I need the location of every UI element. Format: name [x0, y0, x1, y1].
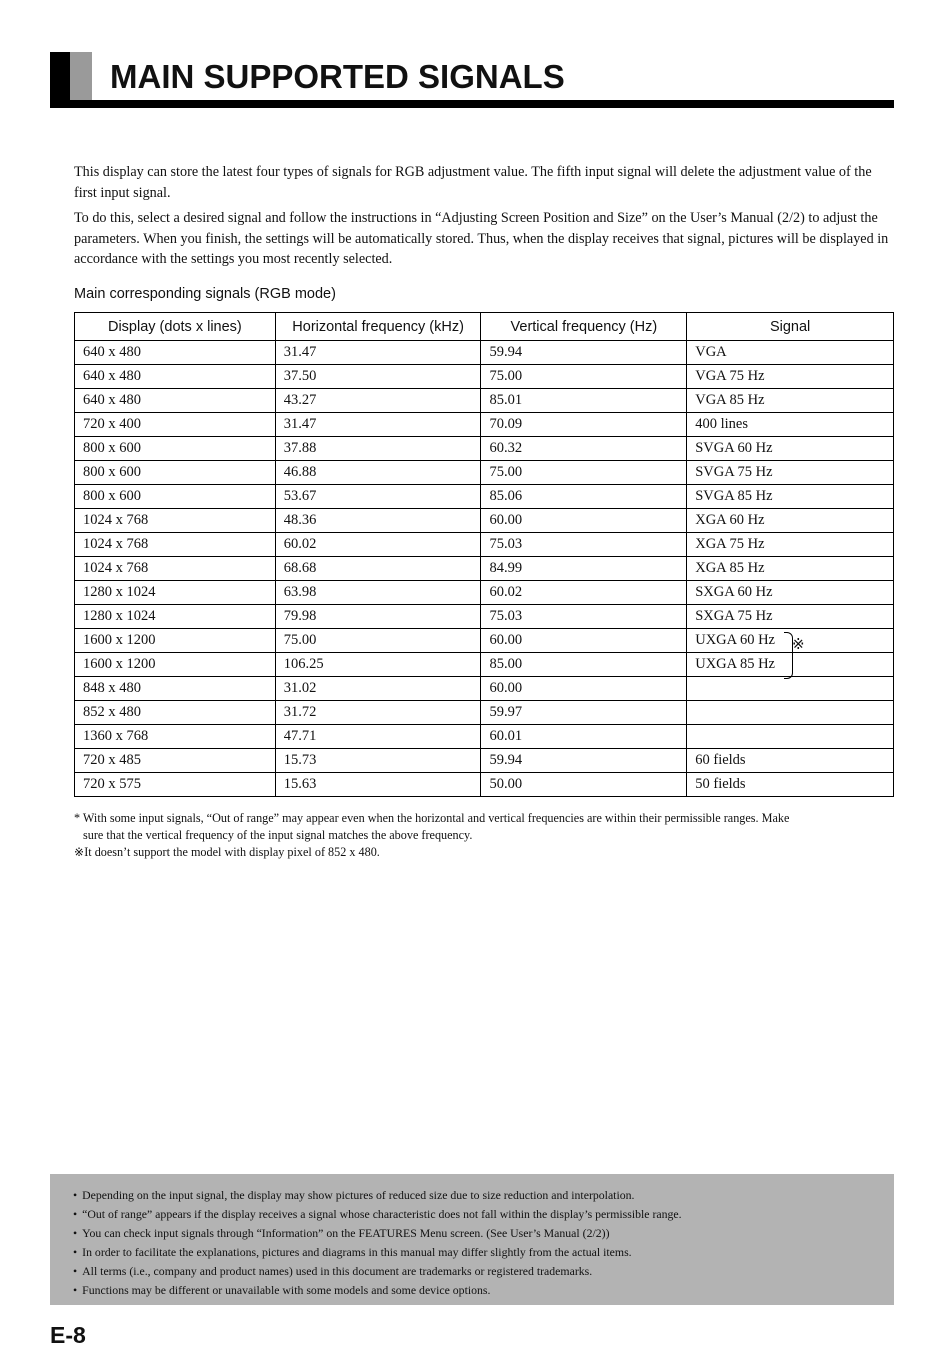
table-row	[75, 365, 894, 389]
table-row	[75, 749, 894, 773]
cell-display: 1024 x 768	[75, 557, 276, 581]
cell-horizontal-frequency: 63.98	[275, 581, 481, 605]
table-row	[75, 701, 894, 725]
cell-vertical-frequency: 84.99	[481, 557, 687, 581]
info-item: • In order to facilitate the explanations, pictures and diagrams in this manual may differ slightly from the actual items.	[73, 1243, 894, 1262]
cell-horizontal-frequency: 53.67	[275, 485, 481, 509]
cell-horizontal-frequency: 31.02	[275, 677, 481, 701]
cell-signal: VGA 85 Hz	[687, 389, 894, 413]
table-row	[75, 533, 894, 557]
cell-signal: UXGA 60 Hz	[687, 629, 894, 653]
cell-vertical-frequency: 60.00	[481, 509, 687, 533]
cell-horizontal-frequency: 31.47	[275, 413, 481, 437]
cell-horizontal-frequency: 46.88	[275, 461, 481, 485]
cell-horizontal-frequency: 31.72	[275, 701, 481, 725]
cell-signal: XGA 85 Hz	[687, 557, 894, 581]
cell-vertical-frequency: 60.32	[481, 437, 687, 461]
cell-display: 720 x 400	[75, 413, 276, 437]
page-number: E-8	[50, 1322, 86, 1348]
cell-display: 1600 x 1200	[75, 653, 276, 677]
cell-signal	[687, 725, 894, 749]
cell-display: 848 x 480	[75, 677, 276, 701]
page-title: MAIN SUPPORTED SIGNALS	[110, 58, 565, 95]
cell-signal: 50 fields	[687, 773, 894, 797]
table-row	[75, 485, 894, 509]
info-item: • Functions may be different or unavailable with some models and some device options.	[73, 1281, 894, 1300]
cell-vertical-frequency: 75.03	[481, 605, 687, 629]
cell-signal: VGA	[687, 341, 894, 365]
cell-signal: 400 lines	[687, 413, 894, 437]
cell-horizontal-frequency: 47.71	[275, 725, 481, 749]
cell-horizontal-frequency: 15.73	[275, 749, 481, 773]
page-header	[50, 52, 894, 108]
cell-horizontal-frequency: 43.27	[275, 389, 481, 413]
cell-signal	[687, 701, 894, 725]
cell-signal: XGA 75 Hz	[687, 533, 894, 557]
table-row	[75, 725, 894, 749]
table-row	[75, 557, 894, 581]
cell-display: 1024 x 768	[75, 533, 276, 557]
table-row	[75, 653, 894, 677]
table-row	[75, 773, 894, 797]
info-item: • Depending on the input signal, the display may show pictures of reduced size due to size reduction and interpolation.	[73, 1186, 894, 1205]
cell-display: 720 x 575	[75, 773, 276, 797]
info-item: • “Out of range” appears if the display receives a signal whose characteristic does not fall within the display’s permissible range.	[73, 1205, 894, 1224]
footnote-2: ※It doesn’t support the model with display pixel of 852 x 480.	[74, 845, 380, 859]
table-caption: Main corresponding signals (RGB mode)	[74, 286, 336, 302]
cell-vertical-frequency: 85.01	[481, 389, 687, 413]
cell-signal: VGA 75 Hz	[687, 365, 894, 389]
table-row	[75, 341, 894, 365]
table-row	[75, 629, 894, 653]
cell-vertical-frequency: 50.00	[481, 773, 687, 797]
cell-signal: SVGA 60 Hz	[687, 437, 894, 461]
cell-signal: 60 fields	[687, 749, 894, 773]
cell-display: 1280 x 1024	[75, 581, 276, 605]
cell-vertical-frequency: 75.03	[481, 533, 687, 557]
table-row	[75, 413, 894, 437]
cell-display: 720 x 485	[75, 749, 276, 773]
reference-mark: ※	[792, 637, 805, 653]
cell-vertical-frequency: 70.09	[481, 413, 687, 437]
intro-text	[74, 162, 896, 275]
header-accent-grey	[70, 52, 92, 100]
cell-vertical-frequency: 59.94	[481, 341, 687, 365]
cell-vertical-frequency: 60.00	[481, 629, 687, 653]
cell-display: 800 x 600	[75, 437, 276, 461]
cell-display: 640 x 480	[75, 341, 276, 365]
header-accent-dark	[50, 52, 70, 104]
cell-display: 800 x 600	[75, 485, 276, 509]
cell-display: 1280 x 1024	[75, 605, 276, 629]
cell-horizontal-frequency: 15.63	[275, 773, 481, 797]
table-row	[75, 605, 894, 629]
cell-vertical-frequency: 59.94	[481, 749, 687, 773]
header-vertical-frequency: Vertical frequency (Hz)	[481, 313, 687, 341]
cell-vertical-frequency: 75.00	[481, 461, 687, 485]
cell-horizontal-frequency: 75.00	[275, 629, 481, 653]
header-horizontal-frequency: Horizontal frequency (kHz)	[275, 313, 481, 341]
info-item: • All terms (i.e., company and product names) used in this document are trademarks or registered trademarks.	[73, 1262, 894, 1281]
cell-display: 852 x 480	[75, 701, 276, 725]
cell-vertical-frequency: 85.00	[481, 653, 687, 677]
cell-vertical-frequency: 60.01	[481, 725, 687, 749]
header-rule	[50, 100, 894, 108]
table-header-row	[75, 313, 894, 341]
table-row	[75, 677, 894, 701]
cell-vertical-frequency: 85.06	[481, 485, 687, 509]
cell-vertical-frequency: 60.02	[481, 581, 687, 605]
cell-vertical-frequency: 75.00	[481, 365, 687, 389]
cell-signal: SVGA 75 Hz	[687, 461, 894, 485]
cell-signal: SVGA 85 Hz	[687, 485, 894, 509]
cell-display: 800 x 600	[75, 461, 276, 485]
intro-paragraph-2: To do this, select a desired signal and follow the instructions in “Adjusting Screen Position and Size” on the User’s Manual (2/2) to adjust the parameters. When you finish, the settings will be automatically stored. Thus, when the display receives that signal, pictures will be displayed in accordance with the settings you most recently selected.	[74, 210, 889, 267]
cell-display: 640 x 480	[75, 365, 276, 389]
cell-signal: SXGA 60 Hz	[687, 581, 894, 605]
cell-vertical-frequency: 59.97	[481, 701, 687, 725]
cell-display: 640 x 480	[75, 389, 276, 413]
cell-horizontal-frequency: 60.02	[275, 533, 481, 557]
footnotes	[74, 810, 874, 861]
table-row	[75, 461, 894, 485]
cell-horizontal-frequency: 48.36	[275, 509, 481, 533]
info-item: • You can check input signals through “Information” on the FEATURES Menu screen. (See User’s Manual (2/2))	[73, 1224, 894, 1243]
cell-signal: UXGA 85 Hz	[687, 653, 894, 677]
header-display: Display (dots x lines)	[75, 313, 276, 341]
cell-horizontal-frequency: 68.68	[275, 557, 481, 581]
info-list	[50, 1174, 894, 1300]
cell-display: 1024 x 768	[75, 509, 276, 533]
cell-horizontal-frequency: 79.98	[275, 605, 481, 629]
cell-horizontal-frequency: 106.25	[275, 653, 481, 677]
table-row	[75, 437, 894, 461]
cell-signal	[687, 677, 894, 701]
cell-horizontal-frequency: 37.88	[275, 437, 481, 461]
signals-table	[74, 312, 894, 797]
intro-paragraph-1: This display can store the latest four types of signals for RGB adjustment value. The fifth input signal will delete the adjustment value of the first input signal.	[74, 164, 872, 201]
footnote-1-line-2: sure that the vertical frequency of the input signal matches the above frequency.	[83, 828, 473, 842]
cell-display: 1600 x 1200	[75, 629, 276, 653]
cell-horizontal-frequency: 37.50	[275, 365, 481, 389]
cell-horizontal-frequency: 31.47	[275, 341, 481, 365]
footnote-1-line-1: * With some input signals, “Out of range” may appear even when the horizontal and vertical frequencies are within their permissible ranges. Make	[74, 811, 790, 825]
cell-signal: XGA 60 Hz	[687, 509, 894, 533]
table-row	[75, 509, 894, 533]
cell-display: 1360 x 768	[75, 725, 276, 749]
table-row	[75, 581, 894, 605]
table-row	[75, 389, 894, 413]
header-signal: Signal	[687, 313, 894, 341]
info-box	[50, 1174, 894, 1305]
cell-signal: SXGA 75 Hz	[687, 605, 894, 629]
cell-vertical-frequency: 60.00	[481, 677, 687, 701]
